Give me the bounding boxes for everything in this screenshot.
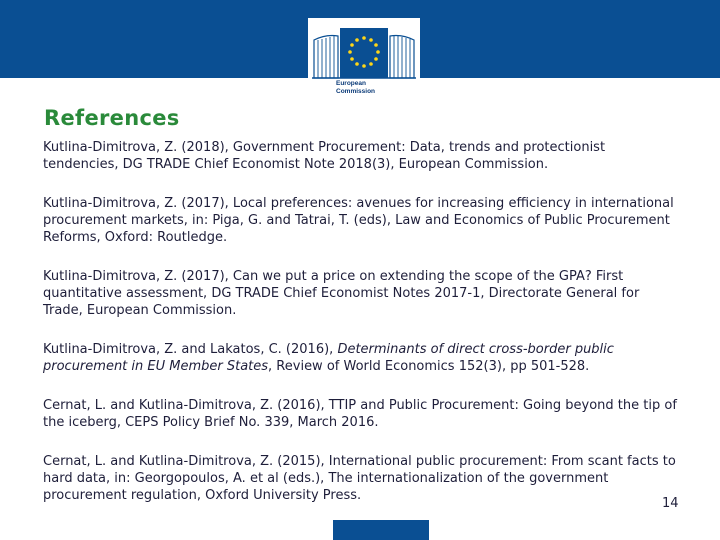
logo-wordmark (336, 80, 420, 96)
reference-item: Kutlina-Dimitrova, Z. (2018), Government Procurement: Data, trends and protectionist tendencies, DG TRADE Chief Economist Note 2018(3), European Commission. (43, 140, 606, 172)
reference-title-italic: Determinants of direct cross-border public procurement in EU Member States (43, 342, 614, 374)
reference-list (43, 139, 683, 526)
european-commission-logo (308, 18, 420, 104)
reference-item: Kutlina-Dimitrova, Z. (2017), Local preferences: avenues for increasing efficiency in international procurement markets, in: Piga, G. and Tatrai, T. (eds), Law and Economics of Public Procurement Reforms, Oxford: Routledge. (43, 196, 674, 245)
reference-source: , Review of World Economics 152(3), pp 501-528. (268, 359, 590, 374)
reference-item: Cernat, L. and Kutlina-Dimitrova, Z. (2015), International public procurement: From scant facts to hard data, in: Georgopoulos, A. et al (eds.), The internationalization of the government procurement regulation, Oxford University Press. (43, 454, 676, 503)
logo-line-european: European (336, 80, 366, 87)
reference-authors: Kutlina-Dimitrova, Z. and Lakatos, C. (2016), (43, 342, 338, 357)
reference-item: Cernat, L. and Kutlina-Dimitrova, Z. (2016), TTIP and Public Procurement: Going beyond the tip of the iceberg, CEPS Policy Brief No. 339, March 2016. (43, 398, 677, 430)
page-number: 14 (662, 496, 679, 511)
footer-accent-bar (333, 520, 429, 540)
logo-line-commission: Commission (336, 88, 376, 95)
reference-item: Kutlina-Dimitrova, Z. (2017), Can we put a price on extending the scope of the GPA? First quantitative assessment, DG TRADE Chief Economist Notes 2017-1, Directorate General for Trade, European Commission. (43, 269, 640, 318)
reference-item (43, 341, 683, 375)
page-title: References (44, 106, 180, 130)
